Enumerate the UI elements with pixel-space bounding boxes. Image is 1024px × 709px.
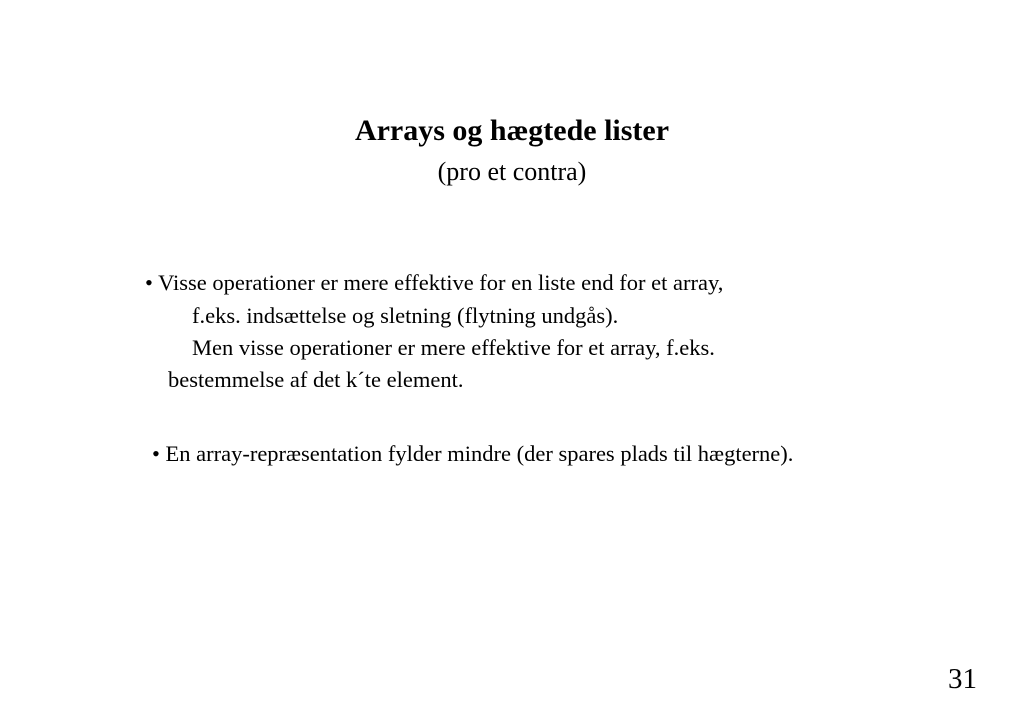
bullet-line: bestemmelse af det k´te element. — [168, 367, 464, 392]
page-number: 31 — [948, 663, 977, 695]
slide-title: Arrays og hægtede lister — [354, 114, 670, 147]
bullet-line: • Visse operationer er mere effektive for en liste end for et array, — [145, 270, 724, 295]
bullet-line: f.eks. indsættelse og sletning (flytning undgås). — [192, 303, 619, 328]
bullet-line: Men visse operationer er mere effektive for et array, f.eks. — [192, 335, 715, 360]
slide-subtitle: (pro et contra) — [437, 157, 587, 186]
bullet-line: • En array-repræsentation fylder mindre (der spares plads til hægterne). — [152, 441, 794, 466]
